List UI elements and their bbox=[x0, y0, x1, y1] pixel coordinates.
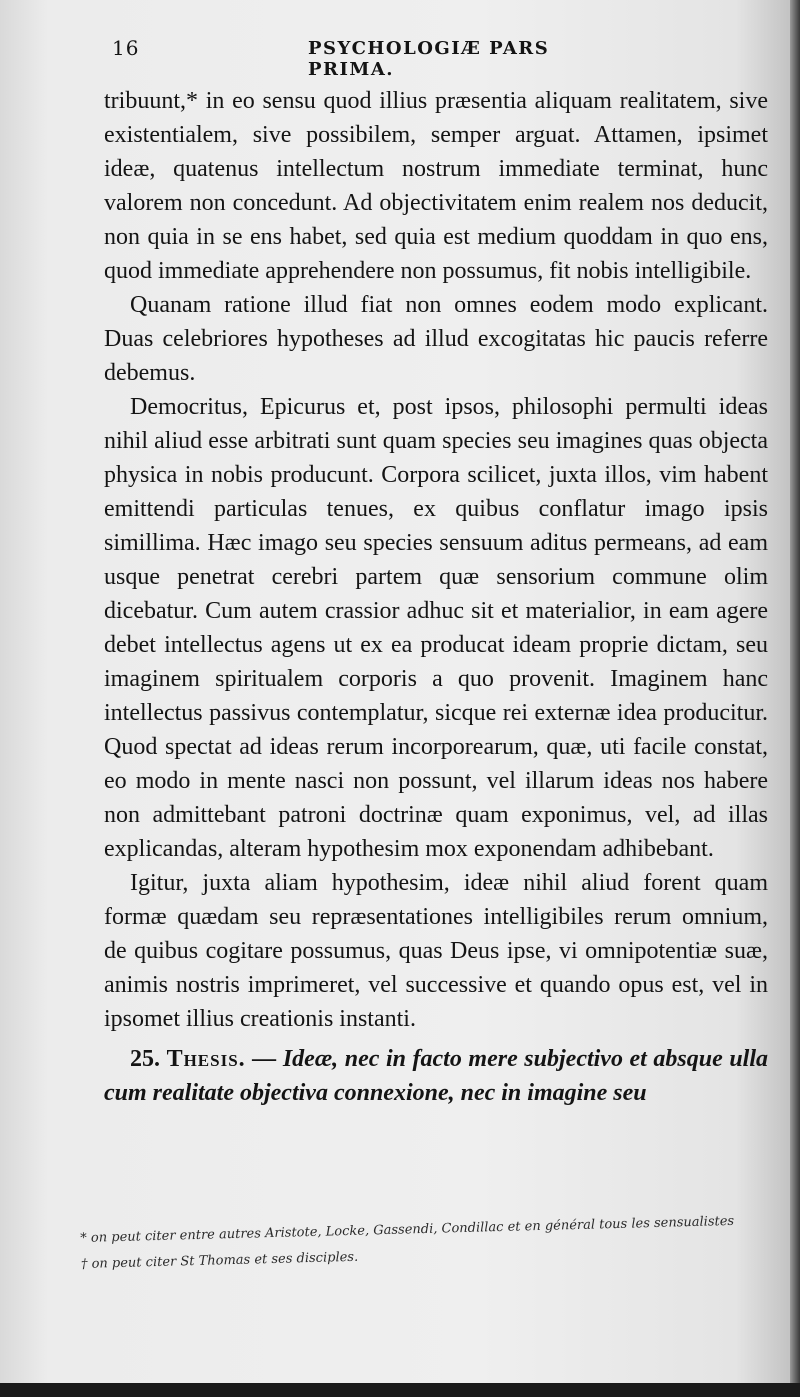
handwritten-note-2: † on peut citer St Thomas et ses disciples. bbox=[80, 1249, 359, 1272]
handwritten-note-1: * on peut citer entre autres Aristote, Locke, Gassendi, Condillac et en général tous les sensualistes bbox=[80, 1213, 735, 1246]
body-text bbox=[104, 84, 768, 1110]
paragraph-3: Democritus, Epicurus et, post ipsos, philosophi permulti ideas nihil aliud esse arbitrati sunt quam species seu imagines quas objecta physica in nobis producunt. Corpora scilicet, juxta illos, vim habent emittendi particulas tenues, ex quibus conflatur imago ipsis simillima. Hæc imago seu species sensuum aditus permeans, ad eam usque penetrat cerebri partem quæ sensorium commune olim dicebatur. Cum autem crassior adhuc sit et materialior, in eam agere debet intellectus agens ut ex ea producat ideam proprie dictam, seu imaginem spiritualem corporis a quo provenit. Imaginem hanc intellectus passivus contemplatur, sicque rei externæ idea producitur. Quod spectat ad ideas rerum incorporearum, quæ, uti facile constat, eo modo in mente nasci non possunt, vel illarum ideas nos habere non admittebant patroni doctrinæ quam exponimus, vel, ad illas explicandas, alteram hypothesim mox exponendam adhibebant. bbox=[104, 394, 768, 862]
thesis-heading bbox=[104, 1042, 768, 1110]
page-header bbox=[112, 36, 632, 80]
running-title: PSYCHOLOGIÆ PARS PRIMA. bbox=[308, 38, 550, 80]
page-edge-shadow bbox=[790, 0, 800, 1397]
page-number: 16 bbox=[112, 36, 140, 60]
paragraph-1: tribuunt,* in eo sensu quod illius præsentia aliquam realitatem, sive existentialem, sive possibilem, semper arguat. Attamen, ipsimet ideæ, quatenus intellectum nostrum immediate terminat, hunc valorem non concedunt. Ad objectivitatem enim realem nos deducit, non quia in se ens habet, sed quia est medium quoddam in quo ens, quod immediate apprehendere non possumus, fit nobis intelligibile. bbox=[104, 88, 768, 284]
handwritten-notes bbox=[80, 1208, 781, 1278]
scan-bottom-border bbox=[0, 1383, 800, 1397]
thesis-number: 25. bbox=[130, 1046, 160, 1072]
thesis-text: — Ideæ, nec in facto mere subjectivo et absque ulla cum realitate objectiva connexione, nec in imagine seu bbox=[104, 1046, 769, 1106]
thesis-label: Thesis. bbox=[166, 1046, 246, 1072]
paragraph-4: Igitur, juxta aliam hypothesim, ideæ nihil aliud forent quam formæ quædam seu repræsentationes intelligibiles rerum omnium, de quibus cogitare possumus, quas Deus ipse, vi omnipotentiæ suæ, animis nostris imprimeret, vel successive et quando opus est, vel in ipsomet illius creationis instanti. bbox=[104, 870, 768, 1032]
paragraph-2: Quanam ratione illud fiat non omnes eodem modo explicant. Duas celebriores hypotheses ad illud excogitatas hic paucis referre debemus. bbox=[104, 292, 768, 386]
